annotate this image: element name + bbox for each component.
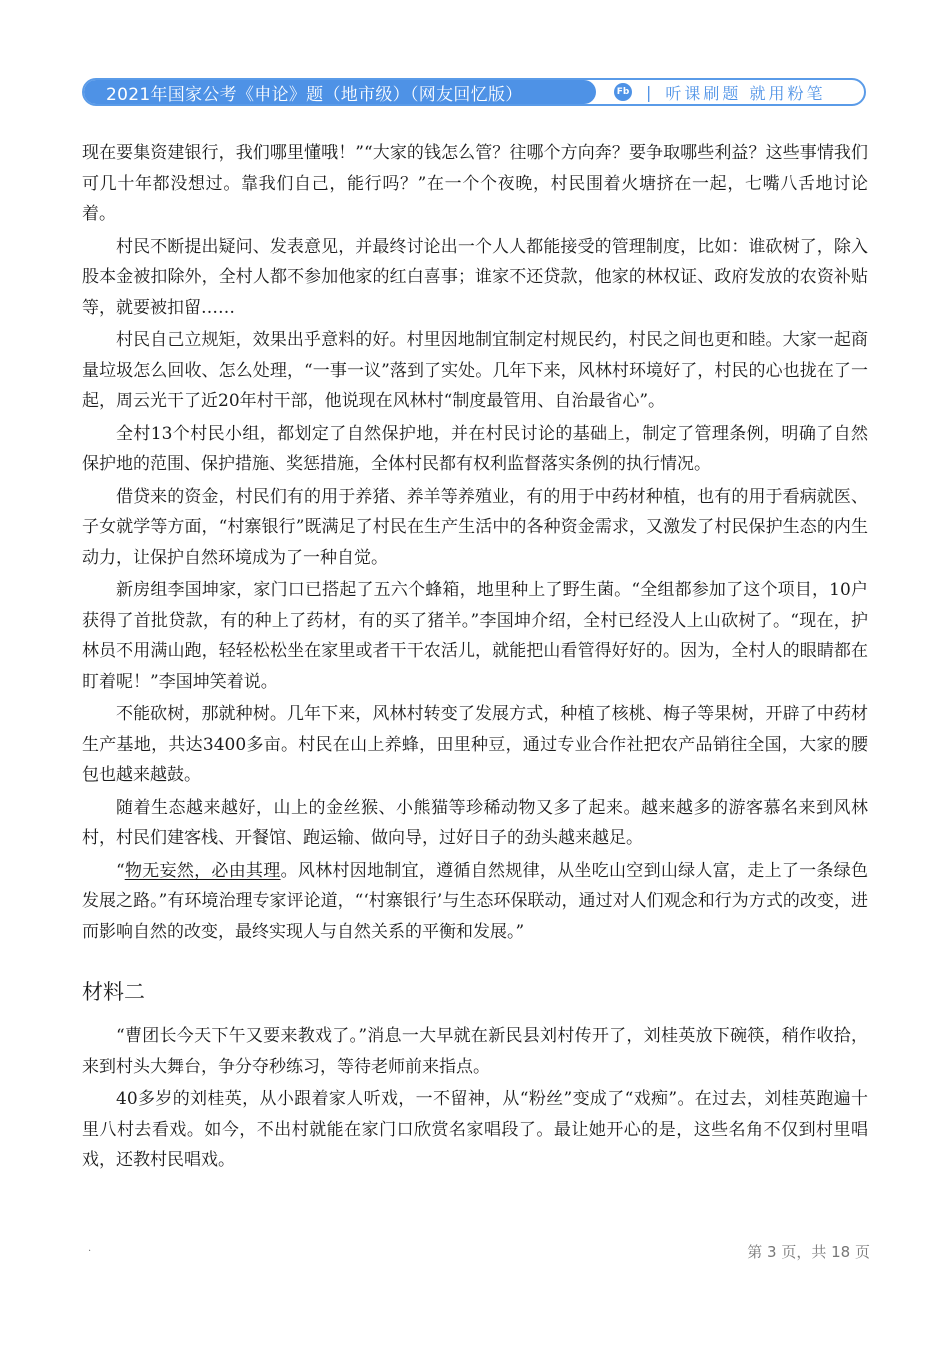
fenbi-logo-icon: Fb	[614, 83, 632, 101]
paragraph: 村民不断提出疑问、发表意见，并最终讨论出一个人人都能接受的管理制度，比如：谁砍树了，除入股本金被扣除外，全村人都不参加他家的红白喜事；谁家不还贷款，他家的林权证、政府发放的农资补贴等，就要被扣留……	[82, 236, 868, 318]
separator: |	[646, 82, 652, 102]
paragraph: 40多岁的刘桂英，从小跟着家人听戏，一不留神，从“粉丝”变成了“戏痴”。在过去，刘桂英跑遍十里八村去看戏。如今，不出村就能在家门口欣赏名家唱段了。最让她开心的是，这些名角不仅到村里唱戏，还教村民唱戏。	[82, 1089, 868, 1170]
document-title: 2021年国家公考《申论》题（地市级）（网友回忆版）	[84, 80, 596, 104]
paragraph: 不能砍树，那就种树。几年下来，风林村转变了发展方式，种植了核桃、梅子等果树，开辟了中药材生产基地，共达3400多亩。村民在山上养蜂，田里种豆，通过专业合作社把农产品销往全国，大家的腰包也越来越鼓。	[82, 704, 868, 785]
footer-dot: ·	[88, 1246, 92, 1257]
brand-slogan: 听课刷题 就用粉笔	[665, 83, 826, 103]
paragraph-rest: 。风林村因地制宜，遵循自然规律，从坐吃山空到山绿人富，走上了一条绿色发展之路。”有环境治理专家评论道，“‘村寨银行’与生态环保联动，通过对人们观念和行为方式的改变，进而影响自然的改变，最终实现人与自然关系的平衡和发展。”	[82, 860, 868, 942]
paragraph: 新房组李国坤家，家门口已搭起了五六个蜂箱，地里种上了野生菌。“全组都参加了这个项目，10户获得了首批贷款，有的种上了药材，有的买了猪羊。”李国坤介绍，全村已经没人上山砍树了。“现在，护林员不用满山跑，轻轻松松坐在家里或者干干农活儿，就能把山看管得好好的。因为，全村人的眼睛都在盯着呢！”李国坤笑着说。	[82, 580, 868, 692]
page-number: 第 3 页，共 18 页	[747, 1243, 870, 1261]
paragraph: 随着生态越来越好，山上的金丝猴、小熊猫等珍稀动物又多了起来。越来越多的游客慕名来到风林村，村民们建客栈、开餐馆、跑运输、做向导，过好日子的劲头越来越足。	[82, 797, 868, 848]
paragraph: 借贷来的资金，村民们有的用于养猪、养羊等养殖业，有的用于中药材种植，也有的用于看病就医、子女就学等方面，“村寨银行”既满足了村民在生产生活中的各种资金需求，又激发了村民保护生态的内生动力，让保护自然环境成为了一种自觉。	[82, 486, 868, 568]
paragraph: 村民自己立规矩，效果出乎意料的好。村里因地制宜制定村规民约，村民之间也更和睦。大家一起商量垃圾怎么回收、怎么处理，“一事一议”落到了实处。几年下来，风林村环境好了，村民的心也拢在了一起，周云光干了近20年村干部，他说现在风林村“制度最管用、自治最省心”。	[82, 330, 868, 411]
paragraph: 现在要集资建银行，我们哪里懂哦！”“大家的钱怎么管？往哪个方向奔？要争取哪些利益？这些事情我们可几十年都没想过。靠我们自己，能行吗？”在一个个夜晚，村民围着火塘挤在一起，七嘴八舌地讨论着。	[82, 143, 868, 224]
underlined-quote: 物无妄然，必由其理	[124, 860, 281, 881]
paragraph: “曹团长今天下午又要来教戏了。”消息一大早就在新民县刘村传开了，刘桂英放下碗筷，稍作收拾，来到村头大舞台，争分夺秒练习，等待老师前来指点。	[82, 1026, 868, 1077]
paragraph-with-quote	[82, 856, 868, 948]
document-body	[82, 138, 868, 1176]
open-quote: “	[116, 860, 125, 881]
page-header	[82, 78, 866, 106]
section-heading: 材料二	[82, 980, 145, 1004]
brand-slogan-area	[596, 80, 864, 104]
paragraph: 全村13个村民小组，都划定了自然保护地，并在村民讨论的基础上，制定了管理条例，明确了自然保护地的范围、保护措施、奖惩措施，全体村民都有权利监督落实条例的执行情况。	[82, 423, 868, 474]
